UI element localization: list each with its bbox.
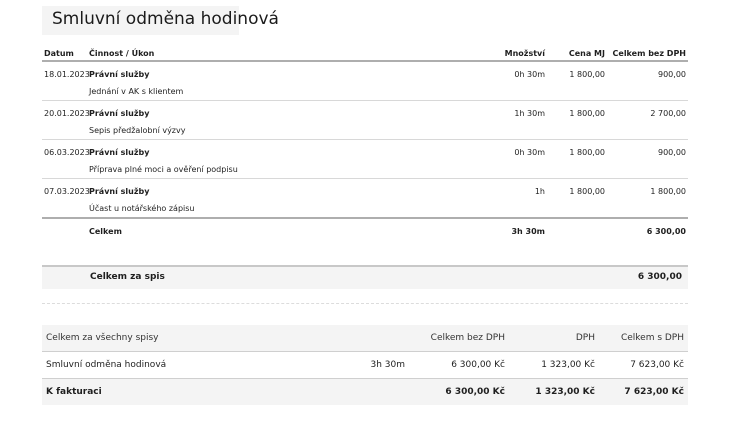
invoice-total-excl-vat: 6 300,00 Kč [409, 379, 509, 406]
row-category: Právní služby [89, 187, 150, 196]
summary-header-label: Celkem za všechny spisy [42, 325, 360, 352]
invoice-total-vat: 1 323,00 Kč [509, 379, 599, 406]
sum-total: 6 300,00 [607, 218, 688, 243]
spis-total-bar [42, 265, 688, 289]
row-category: Právní služby [89, 148, 150, 157]
row-total: 900,00 [658, 70, 686, 79]
row-description: Příprava plné moci a ověření podpisu [87, 161, 462, 179]
summary-table [42, 325, 688, 405]
column-header-quantity: Množství [462, 46, 547, 61]
row-unit-price: 1 800,00 [569, 109, 605, 118]
column-header-unit-price: Cena MJ [547, 46, 607, 61]
sum-label: Celkem [87, 218, 462, 243]
row-description: Účast u notářského zápisu [87, 200, 462, 218]
table-header [42, 46, 688, 61]
summary-row-incl-vat: 7 623,00 Kč [599, 352, 688, 379]
summary-header-incl-vat: Celkem s DPH [599, 325, 688, 352]
row-date: 18.01.2023 [44, 70, 90, 79]
row-quantity: 0h 30m [514, 148, 545, 157]
table-row-description [42, 83, 688, 101]
sum-quantity: 3h 30m [462, 218, 547, 243]
row-category: Právní služby [89, 70, 150, 79]
invoice-total-incl-vat: 7 623,00 Kč [599, 379, 688, 406]
activity-table [42, 46, 688, 243]
column-header-date: Datum [42, 46, 87, 61]
row-date: 07.03.2023 [44, 187, 90, 196]
row-unit-price: 1 800,00 [569, 70, 605, 79]
summary-row [42, 352, 688, 379]
spis-total-value: 6 300,00 [637, 272, 682, 282]
summary-header-excl-vat: Celkem bez DPH [409, 325, 509, 352]
row-total: 900,00 [658, 148, 686, 157]
table-row [42, 140, 688, 162]
table-row [42, 179, 688, 201]
table-row-description [42, 200, 688, 218]
row-unit-price: 1 800,00 [569, 187, 605, 196]
summary-header [42, 325, 688, 352]
row-unit-price: 1 800,00 [569, 148, 605, 157]
invoice-total-row [42, 379, 688, 406]
section-divider [42, 303, 688, 304]
table-row-description [42, 161, 688, 179]
invoice-total-label: K fakturaci [42, 379, 360, 406]
row-quantity: 1h [534, 187, 545, 196]
column-header-total: Celkem bez DPH [607, 46, 688, 61]
row-quantity: 0h 30m [514, 70, 545, 79]
row-category: Právní služby [89, 109, 150, 118]
row-total: 1 800,00 [650, 187, 686, 196]
summary-header-vat: DPH [509, 325, 599, 352]
summary-row-quantity: 3h 30m [360, 352, 409, 379]
row-description: Sepis předžalobní výzvy [87, 122, 462, 140]
spis-total-label: Celkem za spis [90, 272, 165, 282]
row-date: 20.01.2023 [44, 109, 90, 118]
table-sum-row [42, 218, 688, 243]
summary-row-excl-vat: 6 300,00 Kč [409, 352, 509, 379]
row-description: Jednání v AK s klientem [87, 83, 462, 101]
row-quantity: 1h 30m [514, 109, 545, 118]
summary-row-vat: 1 323,00 Kč [509, 352, 599, 379]
table-row-description [42, 122, 688, 140]
row-date: 06.03.2023 [44, 148, 90, 157]
row-total: 2 700,00 [650, 109, 686, 118]
table-row [42, 61, 688, 83]
table-row [42, 101, 688, 123]
column-header-activity: Činnost / Úkon [87, 46, 462, 61]
page-title: Smluvní odměna hodinová [42, 6, 239, 35]
summary-row-label: Smluvní odměna hodinová [42, 352, 360, 379]
